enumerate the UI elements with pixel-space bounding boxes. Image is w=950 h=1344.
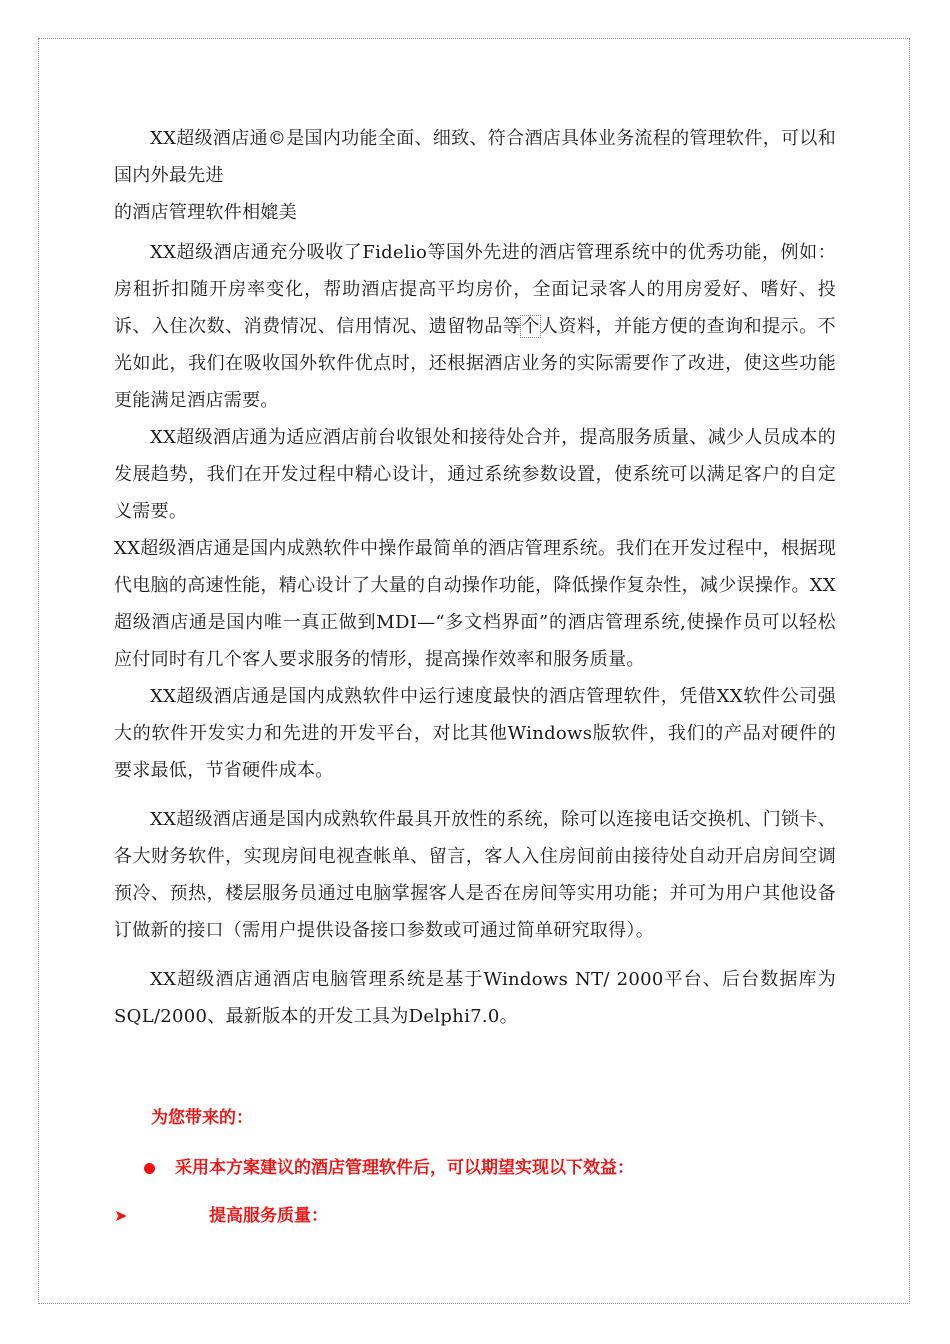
paragraph-fidelio-part-b: 人资料，并能方便的查询和提示。不光如此，我们在吸收国外软件优点时，还根据酒店业务的实际需要作了改进，使这些功能更能满足酒店需要。 <box>114 316 836 411</box>
benefits-arrow-item <box>114 1197 836 1235</box>
intro-paragraph-line-2: 的酒店管理软件相媲美 <box>114 202 297 223</box>
paragraph-frontdesk: XX超级酒店通为适应酒店前台收银处和接待处合并，提高服务质量、减少人员成本的发展趋势，我们在开发过程中精心设计，通过系统参数设置，使系统可以满足客户的自定义需要。 <box>114 427 836 522</box>
boxed-character: 个 <box>521 316 540 337</box>
benefits-bullet-item <box>114 1149 836 1187</box>
paragraph-fidelio-part-a: XX超级酒店通充分吸收了Fidelio等国外先进的酒店管理系统中的优秀功能，例如：房租折扣随开房率变化，帮助酒店提高平均房价，全面记录客人的用房爱好、嗜好、投诉、入住次数、消费情况、信用情况、遗留物品等 <box>114 242 836 337</box>
paragraph-open-system: XX超级酒店通是国内成熟软件最具开放性的系统，除可以连接电话交换机、门锁卡、各大财务软件，实现房间电视查帐单、留言，客人入住房间前由接待处自动开启房间空调预冷、预热，楼层服务员通过电脑掌握客人是否在房间等实用功能；并可为用户其他设备订做新的接口（需用户提供设备接口参数或可通过简单研究取得）。 <box>114 809 836 941</box>
benefits-bullet-text: 采用本方案建议的酒店管理软件后，可以期望实现以下效益： <box>175 1158 634 1178</box>
paragraph-mdi: XX超级酒店通是国内成熟软件中操作最简单的酒店管理系统。我们在开发过程中，根据现代电脑的高速性能，精心设计了大量的自动操作功能，降低操作复杂性，减少误操作。XX超级酒店通是国内唯一真正做到MDI—“多文档界面”的酒店管理系统,使操作员可以轻松应付同时有几个客人要求服务的情形，提高操作效率和服务质量。 <box>114 538 836 670</box>
filled-circle-bullet-icon <box>144 1163 155 1174</box>
arrowhead-bullet-icon: ➤ <box>114 1206 128 1225</box>
benefits-heading: 为您带来的： <box>151 1108 253 1128</box>
paragraph-speed: XX超级酒店通是国内成熟软件中运行速度最快的酒店管理软件，凭借XX软件公司强大的软件开发实力和先进的开发平台，对比其他Windows版软件，我们的产品对硬件的要求最低，节省硬件成本。 <box>114 686 836 781</box>
paragraph-fidelio <box>114 234 836 419</box>
benefits-arrow-text: 提高服务质量： <box>209 1206 328 1226</box>
intro-paragraph-line-1: XX超级酒店通©是国内功能全面、细致、符合酒店具体业务流程的管理软件，可以和国内外最先进 <box>114 128 836 186</box>
paragraph-platform: XX超级酒店通酒店电脑管理系统是基于Windows NT/ 2000平台、后台数据库为SQL/2000、最新版本的开发工具为Delphi7.0。 <box>114 969 836 1027</box>
document-body <box>114 120 836 1235</box>
